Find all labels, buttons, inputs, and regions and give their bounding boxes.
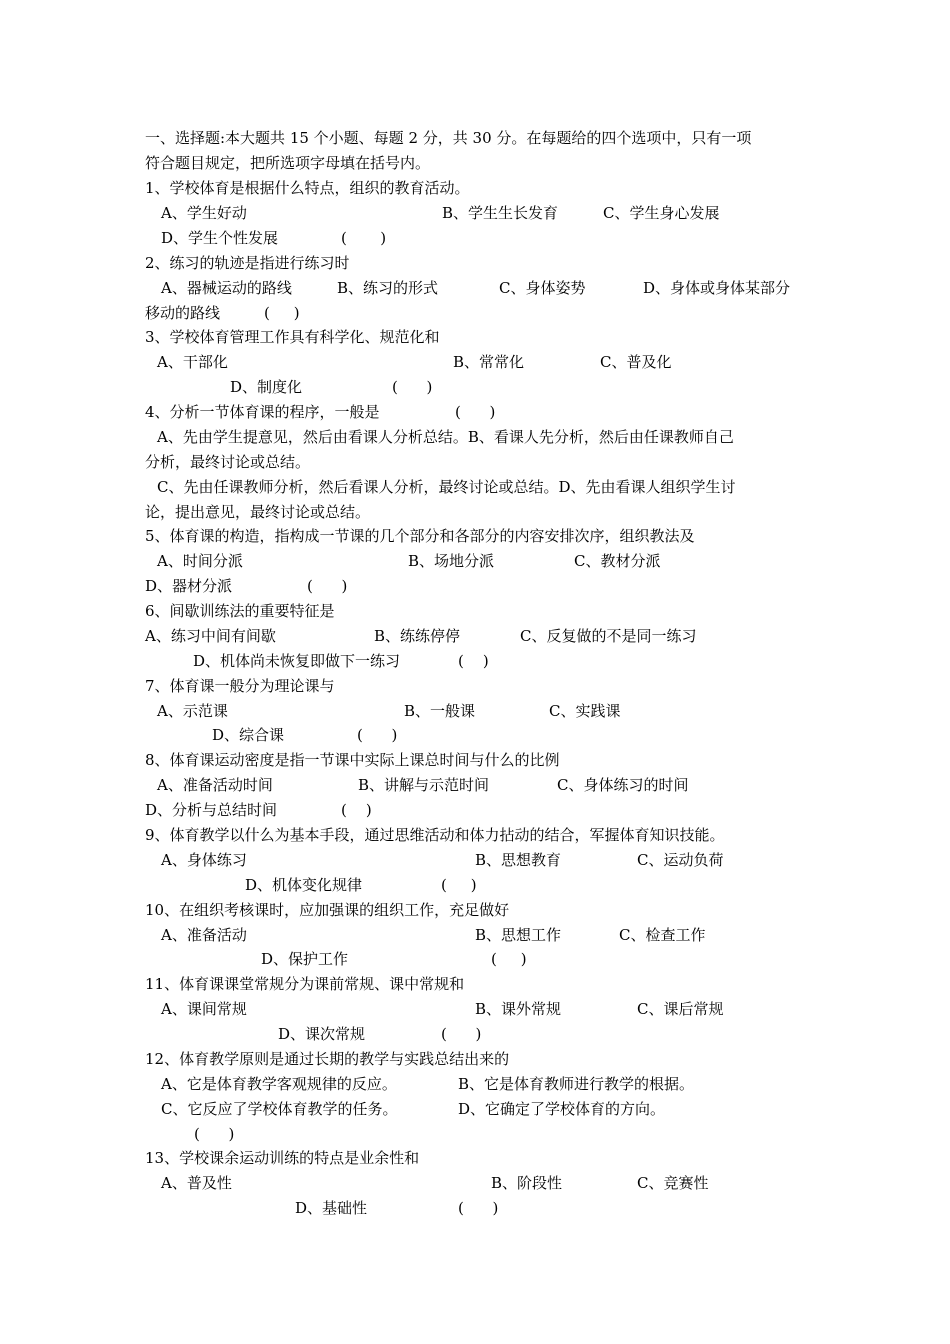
option-c: C、实践课	[549, 702, 621, 720]
option-c: C、检查工作	[619, 926, 706, 944]
option-a: A、干部化	[157, 353, 228, 371]
option-d: D、分析与总结时间	[145, 801, 278, 819]
answer-blank: ( )	[341, 801, 372, 819]
option-a: A、准备活动	[161, 926, 247, 944]
answer-blank: ( )	[458, 652, 489, 670]
option-c: C、它反应了学校体育教学的任务。	[161, 1100, 398, 1118]
question-stem: 7、体育课一般分为理论课与	[145, 677, 335, 695]
option-b: B、常常化	[453, 353, 525, 371]
option-b: B、课外常规	[475, 1000, 562, 1018]
question-stem: 1、学校体育是根据什么特点，组织的教育活动。	[145, 179, 470, 197]
answer-blank: ( )	[455, 403, 496, 421]
option-d: D、学生个性发展	[161, 229, 279, 247]
option-a: A、它是体育教学客观规律的反应。	[161, 1075, 397, 1093]
option-c: C、学生身心发展	[603, 204, 720, 222]
question-stem: 5、体育课的构造，指构成一节课的几个部分和各部分的内容安排次序，组织教法及	[145, 527, 695, 545]
option-b: B、一般课	[404, 702, 476, 720]
answer-blank: ( )	[458, 1199, 499, 1217]
question-stem: 12、体育教学原则是通过长期的教学与实践总结出来的	[145, 1050, 510, 1068]
option-d: D、课次常规	[278, 1025, 366, 1043]
option-c: C、竞赛性	[637, 1174, 709, 1192]
question-stem: 13、学校课余运动训练的特点是业余性和	[145, 1149, 420, 1167]
option-c: C、课后常规	[637, 1000, 724, 1018]
option-c: C、运动负荷	[637, 851, 724, 869]
answer-blank: ( )	[491, 950, 527, 968]
question-stem: 8、体育课运动密度是指一节课中实际上课总时间与什么的比例	[145, 751, 560, 769]
answer-blank: ( )	[194, 1125, 235, 1143]
option-line: 分析，最终讨论或总结。	[145, 453, 311, 471]
option-d: D、基础性	[295, 1199, 368, 1217]
option-d: D、机体尚未恢复即做下一练习	[193, 652, 401, 670]
answer-blank: ( )	[357, 726, 398, 744]
option-a: A、身体练习	[161, 851, 247, 869]
question-stem: 9、体育教学以什么为基本手段，通过思维活动和体力拈动的结合，军握体育知识技能。	[145, 826, 725, 844]
question-stem: 6、间歇训练法的重要特征是	[145, 602, 335, 620]
option-a: A、普及性	[161, 1174, 232, 1192]
question-stem: 10、在组织考核课时，应加强课的组织工作，充足做好	[145, 901, 510, 919]
option-d: D、制度化	[230, 378, 303, 396]
option-b: B、练练停停	[374, 627, 461, 645]
option-line: C、先由任课教师分析，然后看课人分析，最终讨论或总结。D、先由看课人组织学生讨	[157, 478, 736, 496]
answer-blank: ( )	[392, 378, 433, 396]
option-d-cont: 移动的路线	[145, 304, 221, 322]
option-a: A、课间常规	[161, 1000, 247, 1018]
option-b: B、练习的形式	[337, 279, 439, 297]
option-d: D、机体变化规律	[245, 876, 363, 894]
option-a: A、练习中间有间歇	[145, 627, 276, 645]
question-stem: 3、学校体育管理工作具有科学化、规范化和	[145, 328, 440, 346]
option-c: C、教材分派	[574, 552, 661, 570]
option-d: D、器材分派	[145, 577, 233, 595]
option-c: C、身体练习的时间	[557, 776, 689, 794]
option-b: B、思想教育	[475, 851, 562, 869]
option-b: B、场地分派	[408, 552, 495, 570]
option-line: 论，提出意见，最终讨论或总结。	[145, 503, 371, 521]
option-d: D、综合课	[212, 726, 285, 744]
option-b: B、阶段性	[491, 1174, 563, 1192]
answer-blank: ( )	[264, 304, 300, 322]
answer-blank: ( )	[441, 876, 477, 894]
option-b: B、它是体育教师进行教学的根据。	[458, 1075, 695, 1093]
question-stem: 11、体育课课堂常规分为课前常规、课中常规和	[145, 975, 465, 993]
option-a: A、学生好动	[161, 204, 247, 222]
option-c: C、反复做的不是同一练习	[520, 627, 697, 645]
option-b: B、思想工作	[475, 926, 562, 944]
answer-blank: ( )	[441, 1025, 482, 1043]
answer-blank: ( )	[307, 577, 348, 595]
option-c: C、身体姿势	[499, 279, 586, 297]
option-line: A、先由学生提意见，然后由看课人分析总结。B、看课人先分析，然后由任课教师自己	[157, 428, 734, 446]
question-stem: 4、分析一节体育课的程序，一般是	[145, 403, 380, 421]
answer-blank: ( )	[341, 229, 387, 247]
option-a: A、器械运动的路线	[161, 279, 292, 297]
option-b: B、学生生长发育	[442, 204, 559, 222]
option-a: A、准备活动时间	[157, 776, 273, 794]
option-a: A、时间分派	[157, 552, 243, 570]
option-d: D、身体或身体某部分	[643, 279, 791, 297]
question-stem: 2、练习的轨迹是指进行练习时	[145, 254, 350, 272]
option-d: D、它确定了学校体育的方向。	[458, 1100, 666, 1118]
section-heading-cont: 符合题目规定，把所选项字母填在括号内。	[145, 154, 431, 172]
option-b: B、讲解与示范时间	[358, 776, 490, 794]
option-a: A、示范课	[157, 702, 228, 720]
section-heading: 一、选择题:本大题共 15 个小题、每题 2 分，共 30 分。在每题给的四个选项中，只有一项	[145, 129, 752, 147]
option-d: D、保护工作	[261, 950, 349, 968]
option-c: C、普及化	[600, 353, 672, 371]
